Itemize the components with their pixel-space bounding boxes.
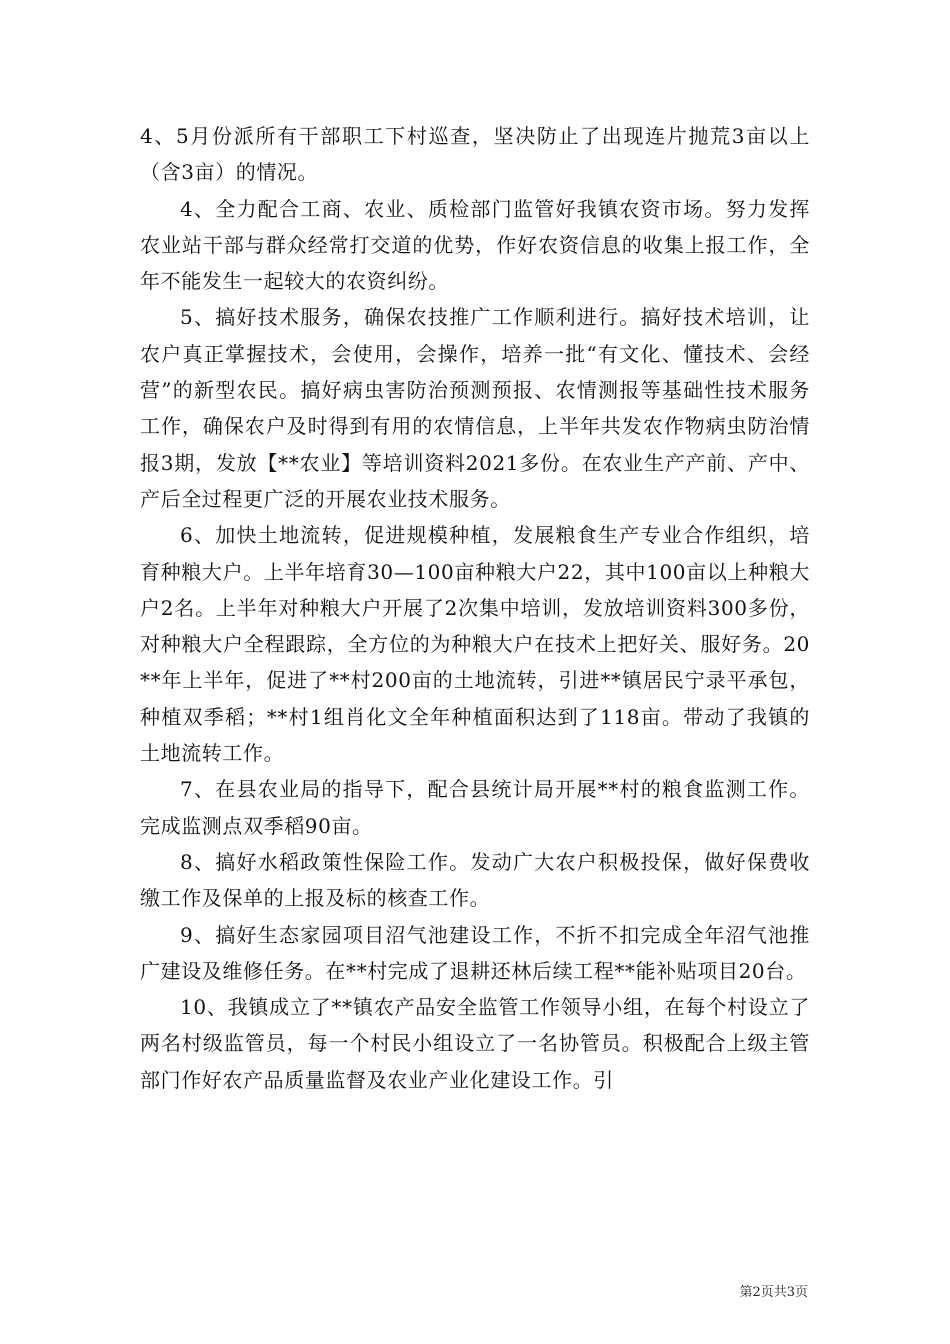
page-number-footer: 第2页共3页 xyxy=(739,1285,808,1300)
paragraph-8: 10、我镇成立了**镇农产品安全监管工作领导小组，在每个村设立了两名村级监管员，每一个村民小组设立了一名协管员。积极配合上级主管部门作好农产品质量监督及农业产业化建设工作。引 xyxy=(140,995,810,1092)
paragraph-6: 8、搞好水稻政策性保险工作。发动广大农户积极投保，做好保费收缴工作及保单的上报及标的核查工作。 xyxy=(140,849,810,911)
document-body xyxy=(140,118,810,1098)
paragraph-2: 4、全力配合工商、农业、质检部门监管好我镇农资市场。努力发挥农业站干部与群众经常打交道的优势，作好农资信息的收集上报工作，全年不能发生一起较大的农资纠纷。 xyxy=(140,196,810,294)
paragraph-1: 4、5月份派所有干部职工下村巡查，坚决防止了出现连片抛荒3亩以上（含3亩）的情况。 xyxy=(140,124,810,185)
paragraph-5: 7、在县农业局的指导下，配合县统计局开展**村的粮食监测工作。完成监测点双季稻90亩。 xyxy=(140,777,810,838)
paragraph-3: 5、搞好技术服务，确保农技推广工作顺利进行。搞好技术培训，让农户真正掌握技术，会使用，会操作，培养一批“有文化、懂技术、会经营”的新型农民。搞好病虫害防治预测预报、农情测报等基础性技术服务工作，确保农户及时得到有用的农情信息，上半年共发农作物病虫防治情报3期，发放【**农业】等培训资料2021多份。在农业生产产前、产中、产后全过程更广泛的开展农业技术服务。 xyxy=(140,305,810,511)
paragraph-7: 9、搞好生态家园项目沼气池建设工作，不折不扣完成全年沼气池推广建设及维修任务。在**村完成了退耕还林后续工程**能补贴项目20台。 xyxy=(140,922,810,983)
paragraph-4: 6、加快土地流转，促进规模种植，发展粮食生产专业合作组织，培育种粮大户。上半年培育30—100亩种粮大户22，其中100亩以上种粮大户2名。上半年对种粮大户开展了2次集中培训，发放培训资料300多份，对种粮大户全程跟踪，全方位的为种粮大户在技术上把好关、服好务。20**年上半年，促进了**村200亩的土地流转，引进**镇居民宁录平承包，种植双季稻；**村1组肖化文全年种植面积达到了118亩。带动了我镇的土地流转工作。 xyxy=(140,523,810,766)
